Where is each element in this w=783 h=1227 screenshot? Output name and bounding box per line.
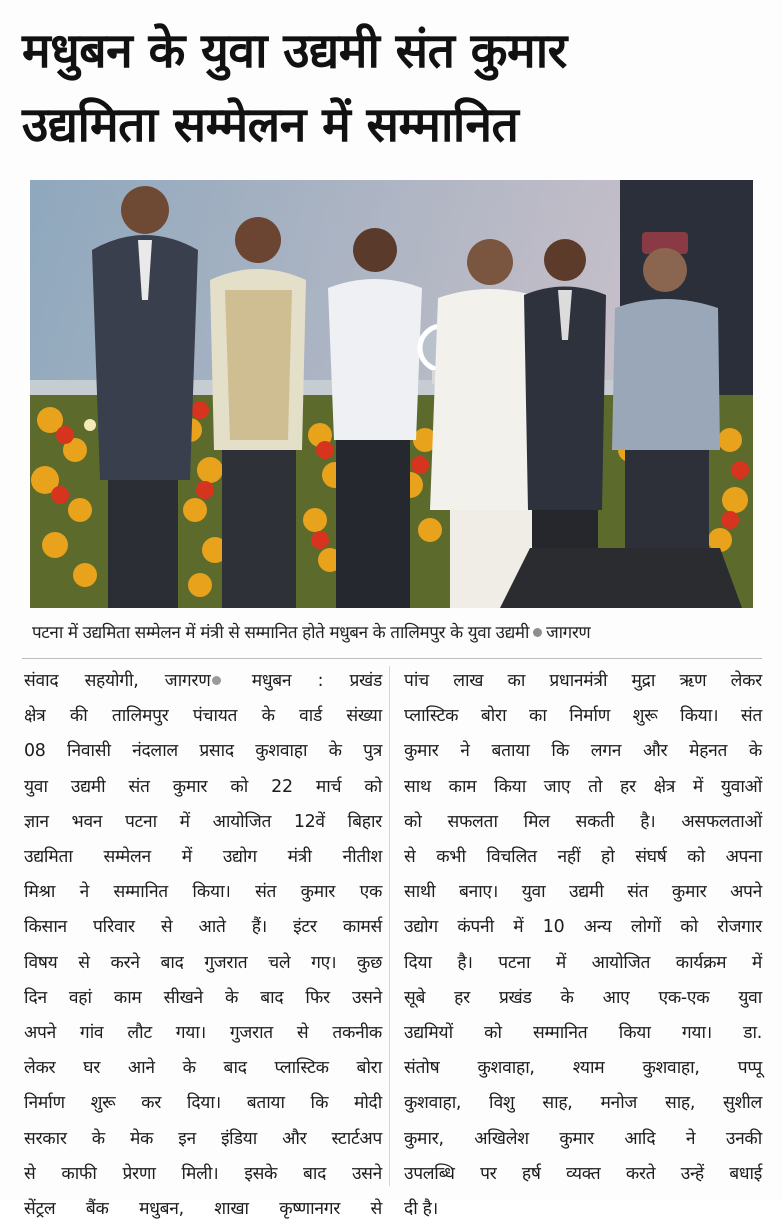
caption-rule — [22, 658, 762, 659]
article-line: उद्यमिता सम्मेलन में उद्योग मंत्री नीतीश — [24, 847, 382, 868]
article-line — [24, 664, 382, 699]
article-column-left — [24, 664, 382, 1227]
caption-source: जागरण — [546, 623, 591, 643]
article-line: विषय से करने बाद गुजरात चले गए। कुछ — [24, 952, 382, 973]
article-line: प्लास्टिक बोरा का निर्माण शुरू किया। संत — [404, 706, 762, 727]
article-line: दिया है। पटना में आयोजित कार्यक्रम में — [404, 952, 762, 973]
dateline: मधुबन : प्रखंड — [251, 671, 382, 691]
article-line: को सफलता मिल सकती है। असफलताओं — [404, 811, 762, 832]
article-line: ज्ञान भवन पटना में आयोजित 12वें बिहार — [24, 811, 382, 832]
photo-illustration — [30, 180, 753, 608]
article-line: सरकार के मेक इन इंडिया और स्टार्टअप — [24, 1128, 382, 1149]
article-line: 08 निवासी नंदलाल प्रसाद कुशवाहा के पुत्र — [24, 741, 382, 762]
article-line: संतोष कुशवाहा, श्याम कुशवाहा, पप्पू — [404, 1058, 762, 1079]
headline — [22, 14, 767, 162]
article-line: मिश्रा ने सम्मानित किया। संत कुमार एक — [24, 882, 382, 903]
article-line: दिन वहां काम सीखने के बाद फिर उसने — [24, 987, 382, 1008]
byline: संवाद सहयोगी, जागरण — [24, 671, 211, 691]
article-line: साथी बनाए। युवा उद्यमी संत कुमार अपने — [404, 882, 762, 903]
article-line: से काफी प्रेरणा मिली। इसके बाद उसने — [24, 1163, 382, 1184]
article-column-right — [404, 664, 762, 1227]
award-ceremony-photo — [30, 180, 753, 608]
article-line: क्षेत्र की तालिमपुर पंचायत के वार्ड संख्या — [24, 706, 382, 727]
article-line: उद्योग कंपनी में 10 अन्य लोगों को रोजगार — [404, 917, 762, 938]
article-line: सेंट्रल बैंक मधुबन, शाखा कृष्णानगर से — [24, 1199, 382, 1220]
article-line: लेकर घर आने के बाद प्लास्टिक बोरा — [24, 1058, 382, 1079]
person-cream-jacket — [210, 217, 306, 608]
article-line: उद्यमियों को सम्मानित किया गया। डा. — [404, 1023, 762, 1044]
person-white-shirt-awardee — [328, 228, 422, 608]
article-line: उपलब्धि पर हर्ष व्यक्त करते उन्हें बधाई — [404, 1163, 762, 1184]
article-line: दी है। — [404, 1199, 438, 1220]
article-line: अपने गांव लौट गया। गुजरात से तकनीक — [24, 1023, 382, 1044]
article-line: कुमार, अखिलेश कुमार आदि ने उनकी — [404, 1128, 762, 1149]
caption-bullet — [533, 628, 542, 637]
article-line: पांच लाख का प्रधानमंत्री मुद्रा ऋण लेकर — [404, 671, 762, 691]
headline-line-1: मधुबन के युवा उद्यमी संत कुमार — [22, 23, 567, 79]
caption-text: पटना में उद्यमिता सम्मेलन में मंत्री से सम्मानित होते मधुबन के तालिमपुर के युवा उद्यमी — [32, 623, 530, 643]
photo-caption — [32, 619, 757, 647]
article-line: से कभी विचलित नहीं हो संघर्ष को अपना — [404, 847, 762, 868]
article-line: युवा उद्यमी संत कुमार को 22 मार्च को — [24, 776, 382, 797]
headline-line-2: उद्यमिता सम्मेलन में सम्मानित — [22, 97, 519, 153]
article-line: किसान परिवार से आते हैं। इंटर कामर्स — [24, 917, 382, 938]
article-line: निर्माण शुरू कर दिया। बताया कि मोदी — [24, 1093, 382, 1114]
article-line: सूबे हर प्रखंड के आए एक-एक युवा — [404, 987, 762, 1008]
byline-bullet — [212, 676, 221, 685]
stage-speaker — [500, 548, 742, 608]
column-divider — [389, 666, 390, 1186]
article-line: कुशवाहा, विशु साह, मनोज साह, सुशील — [404, 1093, 762, 1114]
article-line: साथ काम किया जाए तो हर क्षेत्र में युवाओं — [404, 776, 762, 797]
article-line: कुमार ने बताया कि लगन और मेहनत के — [404, 741, 762, 762]
